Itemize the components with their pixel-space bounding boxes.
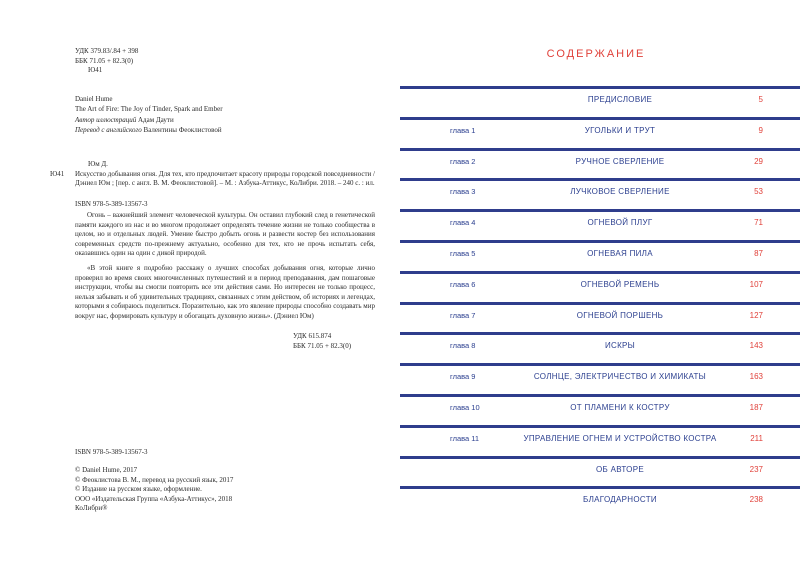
- copyright-line: © Издание на русском языке, оформление.: [75, 485, 202, 493]
- quote-text: «В этой книге я подробно расскажу о лучших способах добывания огня, которые лично проверил во время своих многочисленных путешествий и в период преподавания, дам пошаговые инструкции, чтобы вы смогли повторить все эти действия сами. Но интересен не только процесс, нельзя забывать и об удивительных традициях, связанных с этим действом, об историях и легендах, которыми я собираюсь поделиться. Поразительно, как это явление природы способно создавать мир вокруг нас, формировать культуру и обогащать духовную жизнь». (Дэниел Юм): [75, 264, 375, 320]
- catalog-entry: [50, 160, 375, 189]
- chapter-title: ПРЕДИСЛОВИЕ: [587, 95, 653, 104]
- page-number: 71: [754, 218, 763, 228]
- chapter-label: глава 7: [450, 310, 476, 320]
- copyright-line: © Daniel Hume, 2017: [75, 466, 138, 474]
- chapter-label: глава 9: [450, 372, 476, 382]
- toc-entry[interactable]: [400, 302, 800, 333]
- isbn-text: ISBN 978-5-389-13567-3: [75, 448, 148, 456]
- toc-entry[interactable]: [400, 117, 800, 148]
- chapter-title: БЛАГОДАРНОСТИ: [583, 495, 657, 505]
- author-sign: Ю41: [88, 66, 103, 74]
- copyright-line: ООО «Издательская Группа «Азбука-Аттикус», 2018: [75, 494, 233, 503]
- chapter-title: ИСКРЫ: [604, 341, 636, 351]
- bbk-bottom: ББК 71.05 + 82.3(0): [293, 341, 352, 350]
- chapter-title: ОГНЕВАЯ ПИЛА: [587, 249, 653, 258]
- toc-entry[interactable]: [400, 363, 800, 394]
- toc-entry[interactable]: [400, 240, 800, 271]
- chapter-title: СОЛНЦЕ, ЭЛЕКТРИЧЕСТВО И ХИМИКАТЫ: [533, 372, 707, 382]
- isbn-text: ISBN 978-5-389-13567-3: [75, 200, 148, 208]
- isbn-bottom: [75, 448, 375, 458]
- toc-entry[interactable]: [400, 456, 800, 487]
- page-number: 211: [750, 433, 763, 443]
- chapter-label: глава 2: [450, 156, 476, 166]
- original-title-block: [75, 95, 375, 114]
- page-number: 143: [749, 341, 763, 351]
- chapter-label: глава 3: [450, 187, 476, 197]
- author-original: Daniel Hume: [75, 95, 113, 103]
- divider-bar: [400, 456, 800, 459]
- divider-bar: [400, 394, 800, 397]
- chapter-title: ОТ ПЛАМЕНИ К КОСТРУ: [570, 403, 670, 412]
- divider-bar: [400, 302, 800, 305]
- divider-bar: [400, 486, 800, 489]
- abstract-text: Огонь – важнейший элемент человеческой культуры. Он оставил глубокий след в генетической памяти каждого из нас и во многом продолжает определять течение жизни не только сообщества в целом, но и отдельных людей. Умение быстро добыть огонь и развести костер без использования современных средств по-прежнему актуально, особенно для тех, кто не прочь испытать себя, оказавшись один на один с дикой природой.: [75, 211, 375, 257]
- divider-bar: [400, 240, 800, 243]
- catalog-code: Ю41: [50, 169, 65, 178]
- chapter-title: ОГНЕВОЙ ПОРШЕНЬ: [576, 310, 664, 320]
- divider-bar: [400, 271, 800, 274]
- chapter-label: глава 1: [450, 125, 476, 135]
- illustrator-name: Адам Даути: [137, 116, 174, 124]
- divider-bar: [400, 363, 800, 366]
- page-number: 9: [758, 125, 763, 135]
- page-number: 238: [749, 495, 763, 505]
- page-number: 29: [754, 156, 763, 166]
- catalog-description: Искусство добывания огня. Для тех, кто предпочитает красоту природы городской повседневности / Дэниел Юм ; [пер. с англ. В. М. Феоклистовой]. – М. : Азбука-Аттикус, КоЛибри. 2018. – 240 с. : ил.: [75, 169, 375, 187]
- divider-bar: [400, 148, 800, 151]
- abstract: [75, 211, 375, 259]
- chapter-title: УГОЛЬКИ И ТРУТ: [584, 125, 656, 135]
- toc-entry[interactable]: [400, 332, 800, 363]
- toc-entry[interactable]: [400, 425, 800, 456]
- divider-bar: [400, 332, 800, 335]
- toc-entry[interactable]: [400, 148, 800, 179]
- chapter-title: УПРАВЛЕНИЕ ОГНЕМ И УСТРОЙСТВО КОСТРА: [523, 433, 717, 443]
- credits-block: [75, 116, 375, 135]
- author-quote: [75, 264, 375, 321]
- copyright-line: © Феоклистова В. М., перевод на русский язык, 2017: [75, 475, 234, 484]
- classification-block: [75, 47, 375, 76]
- chapter-title: ОБ АВТОРЕ: [596, 464, 644, 474]
- copyright-block: [75, 466, 375, 514]
- page-number: 5: [758, 95, 763, 104]
- page-number: 107: [749, 279, 763, 289]
- divider-bar: [400, 117, 800, 120]
- isbn-top: [75, 200, 375, 210]
- catalog-author: Юм Д.: [88, 160, 108, 168]
- page-number: 87: [754, 249, 763, 258]
- page-number: 187: [749, 403, 763, 412]
- chapter-label: глава 4: [450, 218, 476, 228]
- udk-code: УДК 379.83/.84 + 398: [75, 47, 139, 55]
- divider-bar: [400, 86, 800, 89]
- chapter-label: глава 10: [450, 403, 480, 412]
- toc-entry[interactable]: [400, 486, 800, 517]
- toc-entry[interactable]: [400, 178, 800, 209]
- page-number: 127: [749, 310, 763, 320]
- chapter-label: глава 6: [450, 279, 476, 289]
- divider-bar: [400, 178, 800, 181]
- illustrator-role: Автор иллюстраций: [75, 116, 137, 124]
- chapter-label: глава 11: [450, 433, 480, 443]
- divider-bar: [400, 425, 800, 428]
- page-number: 53: [754, 187, 763, 197]
- chapter-label: глава 5: [450, 249, 476, 258]
- page-number: 163: [749, 372, 763, 382]
- contents-title: СОДЕРЖАНИЕ: [546, 48, 646, 60]
- chapter-label: глава 8: [450, 341, 476, 351]
- title-original: The Art of Fire: The Joy of Tinder, Spark and Ember: [75, 104, 223, 113]
- page-number: 237: [749, 464, 763, 474]
- chapter-title: ОГНЕВОЙ ПЛУГ: [587, 218, 653, 228]
- udk-bottom: УДК 615.874: [293, 332, 332, 340]
- chapter-title: ЛУЧКОВОЕ СВЕРЛЕНИЕ: [570, 187, 670, 197]
- toc-entry[interactable]: [400, 271, 800, 302]
- toc-entry[interactable]: [400, 209, 800, 240]
- chapter-title: ОГНЕВОЙ РЕМЕНЬ: [580, 279, 660, 289]
- copyright-line: КоЛибри®: [75, 504, 108, 512]
- translator-name: Валентины Феоклистовой: [143, 125, 222, 134]
- translator-role: Перевод с английского: [75, 125, 142, 134]
- toc-entry[interactable]: [400, 86, 800, 117]
- toc-entry[interactable]: [400, 394, 800, 425]
- divider-bar: [400, 209, 800, 212]
- bbk-code: ББК 71.05 + 82.3(0): [75, 56, 134, 65]
- contents-page: [400, 0, 800, 569]
- chapter-title: РУЧНОЕ СВЕРЛЕНИЕ: [575, 156, 665, 166]
